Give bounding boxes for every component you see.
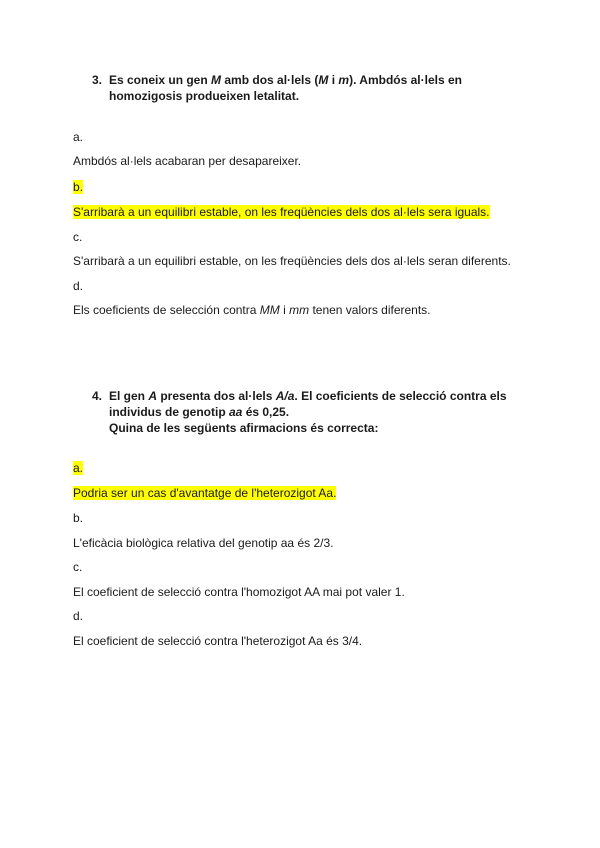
question-3 [92,72,532,104]
option-letter-text: d. [73,279,84,293]
question-text-part: El gen [109,389,149,403]
allele-symbol: m [338,73,350,87]
option-text: S'arribarà a un equilibri estable, on les freqüències dels dos al·lels seran diferents. [73,254,511,268]
question-prompt: Quina de les següents afirmacions és correcta: [109,421,379,435]
option-text: Ambdós al·lels acabaran per desapareixer. [73,154,302,168]
question-text-part: ). Ambdós al·lels en homozigosis produeixen letalitat. [109,73,462,103]
option-letter-4a [73,461,83,475]
option-text-part: i [279,303,290,317]
question-text-part: i [328,73,339,87]
option-letter-text: c. [73,230,83,244]
option-text-part: Els coeficients de selección contra [73,303,260,317]
option-text-4c [73,585,405,599]
option-letter-text-highlighted: a. [73,461,84,475]
option-letter-3d [73,279,83,293]
option-text-4b [73,536,333,550]
question-number: 4. [92,389,103,403]
question-text [109,388,532,436]
question-number: 3. [92,73,103,87]
option-text-3b [73,205,490,219]
option-letter-4d [73,609,83,623]
gene-symbol: M [211,73,222,87]
option-letter-text: a. [73,130,84,144]
option-text-3a [73,154,301,168]
option-text-3d [73,303,431,317]
question-text-part: és 0,25. [242,405,290,419]
option-text: L'eficàcia biològica relativa del genotip aa és 2/3. [73,536,334,550]
genotype-symbol: aa [229,405,243,419]
question-text-part: . El coeficients de selecció contra els individus de genotip [109,389,507,419]
genotype-symbol: mm [289,303,310,317]
option-letter-4c [73,560,82,574]
option-text: El coeficient de selecció contra l'heterozigot Aa és 3/4. [73,634,363,648]
option-letter-text: d. [73,609,84,623]
question-4 [92,388,532,436]
genotype-symbol: MM [259,303,280,317]
option-text-3c [73,254,511,268]
option-text-4a [73,486,336,500]
question-text-part: Es coneix un gen [109,73,212,87]
option-letter-4b [73,511,83,525]
option-letter-3b [73,180,83,194]
option-text-highlighted: Podria ser un cas d'avantatge de l'heterozigot Aa. [73,486,337,500]
question-text [109,72,532,104]
gene-symbol: A [148,389,158,403]
option-letter-3a [73,130,83,144]
option-text-part: tenen valors diferents. [309,303,431,317]
allele-symbol: M [318,73,329,87]
option-letter-text: c. [73,560,83,574]
option-letter-text: b. [73,511,84,525]
option-text-highlighted: S'arribarà a un equilibri estable, on les freqüències dels dos al·lels sera iguals. [73,205,490,219]
allele-symbol: A/a [275,389,295,403]
option-letter-text-highlighted: b. [73,180,84,194]
option-text-4d [73,634,362,648]
question-text-part: amb dos al·lels ( [221,73,319,87]
option-letter-3c [73,230,82,244]
question-text-part: presenta dos al·lels [157,389,276,403]
option-text: El coeficient de selecció contra l'homozigot AA mai pot valer 1. [73,585,405,599]
